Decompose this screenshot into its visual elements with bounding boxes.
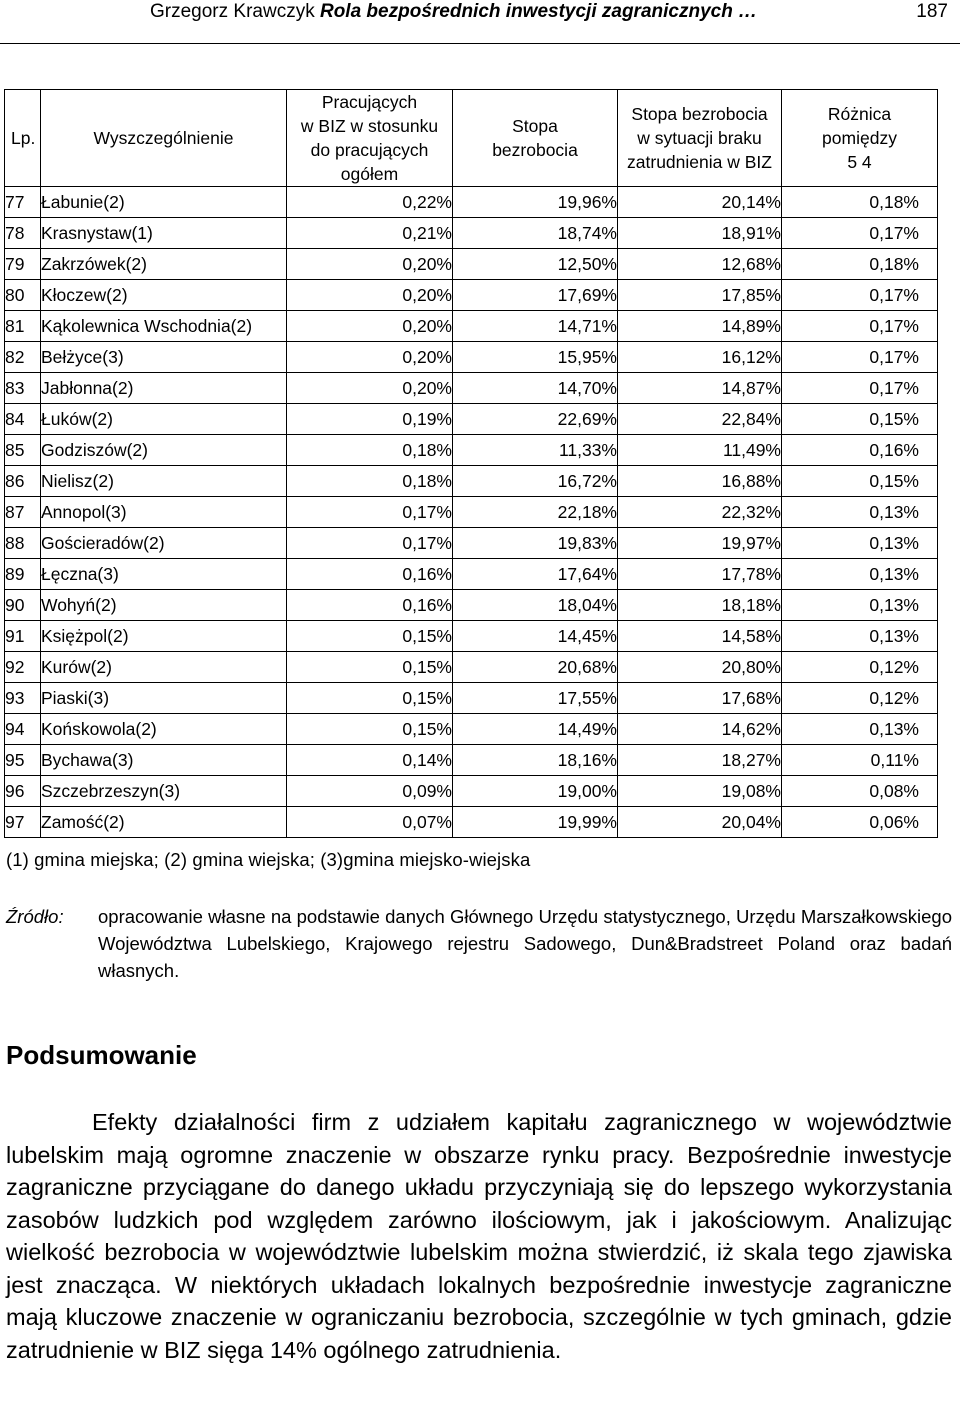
col-header-unemployment: [453, 90, 618, 187]
row-difference: 0,15%: [782, 404, 938, 435]
row-difference: 0,13%: [782, 497, 938, 528]
row-municipality: Kłoczew(2): [41, 280, 287, 311]
row-difference: 0,18%: [782, 249, 938, 280]
table-row: [5, 807, 938, 838]
table-header-row: [5, 90, 938, 187]
row-municipality: Księżpol(2): [41, 621, 287, 652]
row-unemployment: 19,96%: [453, 187, 618, 218]
row-difference: 0,13%: [782, 621, 938, 652]
row-municipality: Bychawa(3): [41, 745, 287, 776]
table-body: [5, 187, 938, 838]
row-lp: 92: [5, 652, 41, 683]
table-row: [5, 528, 938, 559]
col-header-unemployment-no-biz: [618, 90, 782, 187]
source-text: opracowanie własne na podstawie danych Głównego Urzędu statystycznego, Urzędu Marszałkowskiego Województwa Lubelskiego, Krajowego rejestru Sadowego, Dun&Bradstreet Poland oraz badań własnych.: [98, 906, 952, 981]
row-unemployment-no-biz: 20,14%: [618, 187, 782, 218]
row-difference: 0,06%: [782, 807, 938, 838]
header-title: Rola bezpośrednich inwestycji zagranicznych …: [319, 1, 758, 22]
col-header-line: w BIZ w stosunku: [300, 116, 439, 136]
row-municipality: Łuków(2): [41, 404, 287, 435]
row-unemployment: 19,00%: [453, 776, 618, 807]
row-difference: 0,11%: [782, 745, 938, 776]
row-municipality: Wohyń(2): [41, 590, 287, 621]
col-header-line: 5 4: [847, 152, 872, 172]
source-label: Źródło:: [6, 906, 64, 927]
row-lp: 80: [5, 280, 41, 311]
table-row: [5, 590, 938, 621]
summary-paragraph: Efekty działalności firm z udziałem kapitału zagranicznego w województwie lubelskim mają ogromne znaczenie w obszarze rynku pracy. Bezpośrednie inwestycje zagraniczne przyciągane do danego układu przyczyniają się do lepszego wykorzystania zasobów ludzkich pod względem zarówno ilościowym, jak i jakościowym. Analizując wielkość bezrobocia w województwie lubelskim można stwierdzić, iż skala tego zjawiska jest znacząca. W niektórych układach lokalnych bezpośrednie inwestycje zagraniczne mają kluczowe znaczenie w ograniczaniu bezrobocia, szczególnie w tych gminach, gdzie zatrudnienie w BIZ sięga 14% ogólnego zatrudnienia.: [6, 1109, 952, 1363]
row-municipality: Końskowola(2): [41, 714, 287, 745]
row-unemployment: 12,50%: [453, 249, 618, 280]
row-unemployment: 19,83%: [453, 528, 618, 559]
table-row: [5, 652, 938, 683]
row-unemployment: 15,95%: [453, 342, 618, 373]
row-difference: 0,17%: [782, 218, 938, 249]
table-row: [5, 187, 938, 218]
row-municipality: Bełżyce(3): [41, 342, 287, 373]
col-header-biz-share: [287, 90, 453, 187]
row-municipality: Piaski(3): [41, 683, 287, 714]
row-biz-share: 0,20%: [287, 311, 453, 342]
page-number: 187: [916, 1, 948, 22]
row-unemployment: 16,72%: [453, 466, 618, 497]
row-lp: 79: [5, 249, 41, 280]
row-unemployment-no-biz: 11,49%: [618, 435, 782, 466]
row-biz-share: 0,18%: [287, 466, 453, 497]
table-row: [5, 559, 938, 590]
row-lp: 97: [5, 807, 41, 838]
row-biz-share: 0,17%: [287, 497, 453, 528]
row-municipality: Zakrzówek(2): [41, 249, 287, 280]
row-unemployment-no-biz: 14,87%: [618, 373, 782, 404]
row-unemployment-no-biz: 16,88%: [618, 466, 782, 497]
row-lp: 86: [5, 466, 41, 497]
row-unemployment: 11,33%: [453, 435, 618, 466]
row-lp: 81: [5, 311, 41, 342]
row-difference: 0,15%: [782, 466, 938, 497]
col-header-line: do pracujących ogółem: [310, 140, 429, 184]
col-header-line: Stopa bezrobocia: [631, 104, 768, 124]
running-header: [0, 0, 960, 44]
row-biz-share: 0,16%: [287, 590, 453, 621]
row-lp: 89: [5, 559, 41, 590]
col-header-difference: [782, 90, 938, 187]
row-lp: 87: [5, 497, 41, 528]
col-header-line: bezrobocia: [492, 140, 578, 160]
table-row: [5, 683, 938, 714]
row-biz-share: 0,20%: [287, 280, 453, 311]
row-unemployment: 14,45%: [453, 621, 618, 652]
row-unemployment-no-biz: 22,32%: [618, 497, 782, 528]
row-municipality: Kurów(2): [41, 652, 287, 683]
row-biz-share: 0,21%: [287, 218, 453, 249]
row-difference: 0,13%: [782, 714, 938, 745]
table-row: [5, 776, 938, 807]
row-unemployment-no-biz: 19,08%: [618, 776, 782, 807]
row-biz-share: 0,16%: [287, 559, 453, 590]
table-row: [5, 342, 938, 373]
col-header-name: Wyszczególnienie: [41, 90, 287, 187]
row-unemployment-no-biz: 18,18%: [618, 590, 782, 621]
row-biz-share: 0,09%: [287, 776, 453, 807]
row-unemployment-no-biz: 18,27%: [618, 745, 782, 776]
row-lp: 78: [5, 218, 41, 249]
row-unemployment: 22,69%: [453, 404, 618, 435]
col-header-line: Pracujących: [321, 92, 418, 112]
row-biz-share: 0,15%: [287, 683, 453, 714]
row-municipality: Nielisz(2): [41, 466, 287, 497]
row-biz-share: 0,20%: [287, 249, 453, 280]
row-unemployment-no-biz: 17,78%: [618, 559, 782, 590]
row-difference: 0,16%: [782, 435, 938, 466]
row-difference: 0,17%: [782, 280, 938, 311]
row-unemployment-no-biz: 17,85%: [618, 280, 782, 311]
row-lp: 77: [5, 187, 41, 218]
table-row: [5, 218, 938, 249]
row-municipality: Łabunie(2): [41, 187, 287, 218]
row-municipality: Annopol(3): [41, 497, 287, 528]
row-municipality: Gościeradów(2): [41, 528, 287, 559]
row-difference: 0,13%: [782, 590, 938, 621]
row-unemployment-no-biz: 14,58%: [618, 621, 782, 652]
row-unemployment-no-biz: 14,89%: [618, 311, 782, 342]
row-biz-share: 0,18%: [287, 435, 453, 466]
row-unemployment: 14,71%: [453, 311, 618, 342]
col-header-line: Różnica: [827, 104, 892, 124]
table-footnote: (1) gmina miejska; (2) gmina wiejska; (3)gmina miejsko-wiejska: [6, 849, 531, 870]
table-row: [5, 373, 938, 404]
table-row: [5, 621, 938, 652]
row-lp: 94: [5, 714, 41, 745]
header-author-title: [150, 1, 757, 23]
row-biz-share: 0,07%: [287, 807, 453, 838]
row-unemployment-no-biz: 12,68%: [618, 249, 782, 280]
row-unemployment: 18,04%: [453, 590, 618, 621]
row-lp: 96: [5, 776, 41, 807]
table-row: [5, 714, 938, 745]
row-lp: 91: [5, 621, 41, 652]
row-unemployment-no-biz: 20,04%: [618, 807, 782, 838]
table-row: [5, 466, 938, 497]
row-municipality: Zamość(2): [41, 807, 287, 838]
header-author: Grzegorz Krawczyk: [150, 1, 315, 22]
row-difference: 0,17%: [782, 373, 938, 404]
row-lp: 83: [5, 373, 41, 404]
col-header-line: Stopa: [512, 116, 558, 136]
table-row: [5, 249, 938, 280]
row-unemployment: 17,69%: [453, 280, 618, 311]
row-biz-share: 0,15%: [287, 714, 453, 745]
col-header-line: zatrudnienia w BIZ: [627, 152, 772, 172]
row-lp: 84: [5, 404, 41, 435]
table-row: [5, 404, 938, 435]
row-biz-share: 0,22%: [287, 187, 453, 218]
section-heading: Podsumowanie: [6, 1040, 197, 1070]
row-lp: 85: [5, 435, 41, 466]
row-unemployment-no-biz: 14,62%: [618, 714, 782, 745]
row-biz-share: 0,17%: [287, 528, 453, 559]
row-unemployment-no-biz: 19,97%: [618, 528, 782, 559]
row-unemployment: 17,55%: [453, 683, 618, 714]
row-biz-share: 0,14%: [287, 745, 453, 776]
row-municipality: Łęczna(3): [41, 559, 287, 590]
row-biz-share: 0,15%: [287, 652, 453, 683]
row-municipality: Kąkolewnica Wschodnia(2): [41, 311, 287, 342]
row-biz-share: 0,20%: [287, 373, 453, 404]
row-unemployment-no-biz: 22,84%: [618, 404, 782, 435]
row-lp: 93: [5, 683, 41, 714]
row-unemployment-no-biz: 16,12%: [618, 342, 782, 373]
row-difference: 0,12%: [782, 683, 938, 714]
row-biz-share: 0,20%: [287, 342, 453, 373]
row-municipality: Jabłonna(2): [41, 373, 287, 404]
row-lp: 88: [5, 528, 41, 559]
row-difference: 0,18%: [782, 187, 938, 218]
row-unemployment: 14,49%: [453, 714, 618, 745]
row-biz-share: 0,15%: [287, 621, 453, 652]
row-unemployment-no-biz: 18,91%: [618, 218, 782, 249]
row-unemployment: 17,64%: [453, 559, 618, 590]
row-difference: 0,08%: [782, 776, 938, 807]
table-row: [5, 497, 938, 528]
row-difference: 0,13%: [782, 559, 938, 590]
table-row: [5, 311, 938, 342]
col-header-line: pomiędzy: [822, 128, 897, 148]
row-unemployment: 18,16%: [453, 745, 618, 776]
row-difference: 0,17%: [782, 311, 938, 342]
row-unemployment: 19,99%: [453, 807, 618, 838]
row-municipality: Krasnystaw(1): [41, 218, 287, 249]
row-biz-share: 0,19%: [287, 404, 453, 435]
row-difference: 0,13%: [782, 528, 938, 559]
row-municipality: Godziszów(2): [41, 435, 287, 466]
row-difference: 0,12%: [782, 652, 938, 683]
col-header-line: w sytuacji braku: [637, 128, 762, 148]
col-header-lp: Lp.: [5, 90, 41, 187]
row-unemployment: 22,18%: [453, 497, 618, 528]
row-lp: 90: [5, 590, 41, 621]
row-unemployment-no-biz: 17,68%: [618, 683, 782, 714]
row-unemployment: 14,70%: [453, 373, 618, 404]
row-municipality: Szczebrzeszyn(3): [41, 776, 287, 807]
row-lp: 95: [5, 745, 41, 776]
row-unemployment-no-biz: 20,80%: [618, 652, 782, 683]
row-unemployment: 18,74%: [453, 218, 618, 249]
unemployment-table: [4, 89, 938, 838]
row-difference: 0,17%: [782, 342, 938, 373]
table-row: [5, 745, 938, 776]
table-row: [5, 280, 938, 311]
source-note: [6, 903, 952, 984]
row-lp: 82: [5, 342, 41, 373]
table-row: [5, 435, 938, 466]
row-unemployment: 20,68%: [453, 652, 618, 683]
